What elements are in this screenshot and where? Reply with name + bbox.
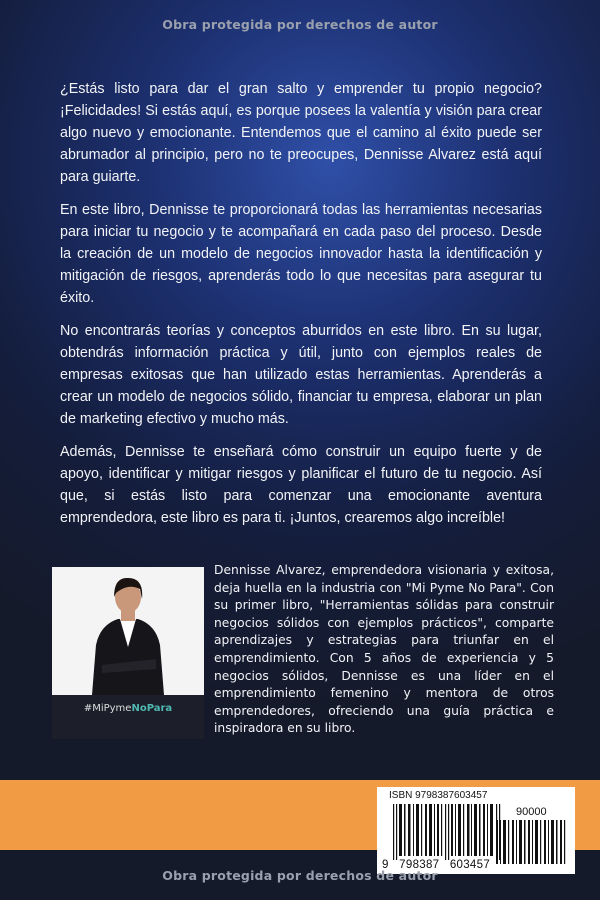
hashtag: #MiPymeNoPara — [83, 703, 173, 714]
back-cover-description — [60, 78, 542, 540]
isbn-barcode — [377, 787, 575, 874]
author-photo — [52, 567, 204, 739]
author-bio: Dennisse Alvarez, emprendedora visionaria y exitosa, deja huella en la industria con "Mi Pyme No Para". Con su primer libro, "Herramientas sólidas para construir negocios sólidos con ejemplos prácticos", comparte aprendizajes y estrategias para triunfar en el emprendimiento. Con 5 años de experiencia y 5 negocios sólidos, Dennisse es una líder en el emprendimiento femenino y mentora de otros emprendedores, ofreciendo una guía práctica e inspiradora en su libro. — [214, 563, 554, 736]
watermark-bottom: Obra protegida por derechos de autor — [162, 868, 438, 883]
author-portrait-image — [52, 567, 204, 695]
paragraph: En este libro, Dennisse te proporcionará todas las herramientas necesarias para iniciar tu negocio y te acompañará en cada paso del proceso. Desde la creación de un modelo de negocios innovador hasta la identificación y mitigación de riesgos, aprenderás todo lo que necesitas para asegurar tu éxito. — [60, 202, 542, 306]
watermark-top: Obra protegida por derechos de autor — [162, 17, 438, 32]
paragraph: No encontrarás teorías y conceptos aburridos en este libro. En su lugar, obtendrás información práctica y útil, junto con ejemplos reales de empresas exitosas que han utilizado estas herramientas. Aprenderás a crear un modelo de negocios sólido, financiar tu empresa, elaborar un plan de marketing efectivo y mucho más. — [60, 323, 542, 427]
price-code: 90000 — [516, 806, 547, 818]
paragraph: Además, Dennisse te enseñará cómo construir un equipo fuerte y de apoyo, identificar y mitigar riesgos y planificar el futuro de tu negocio. Así que, si estás listo para comenzar una emocionante aventura emprendedora, este libro es para ti. ¡Juntos, crearemos algo increíble! — [60, 444, 542, 526]
isbn-label: ISBN 9798387603457 — [389, 790, 488, 801]
paragraph: ¿Estás listo para dar el gran salto y emprender tu propio negocio? ¡Felicidades! Si estás aquí, es porque posees la valentía y visión para crear algo nuevo y emocionante. Entendemos que el camino al éxito puede ser abrumador al principio, pero no te preocupes, Dennisse Alvarez está aquí para guiarte. — [60, 81, 542, 185]
barcode-bars — [393, 804, 501, 860]
barcode-digits: 9 798387 603457 — [382, 859, 491, 871]
price-barcode-bars — [494, 820, 567, 864]
